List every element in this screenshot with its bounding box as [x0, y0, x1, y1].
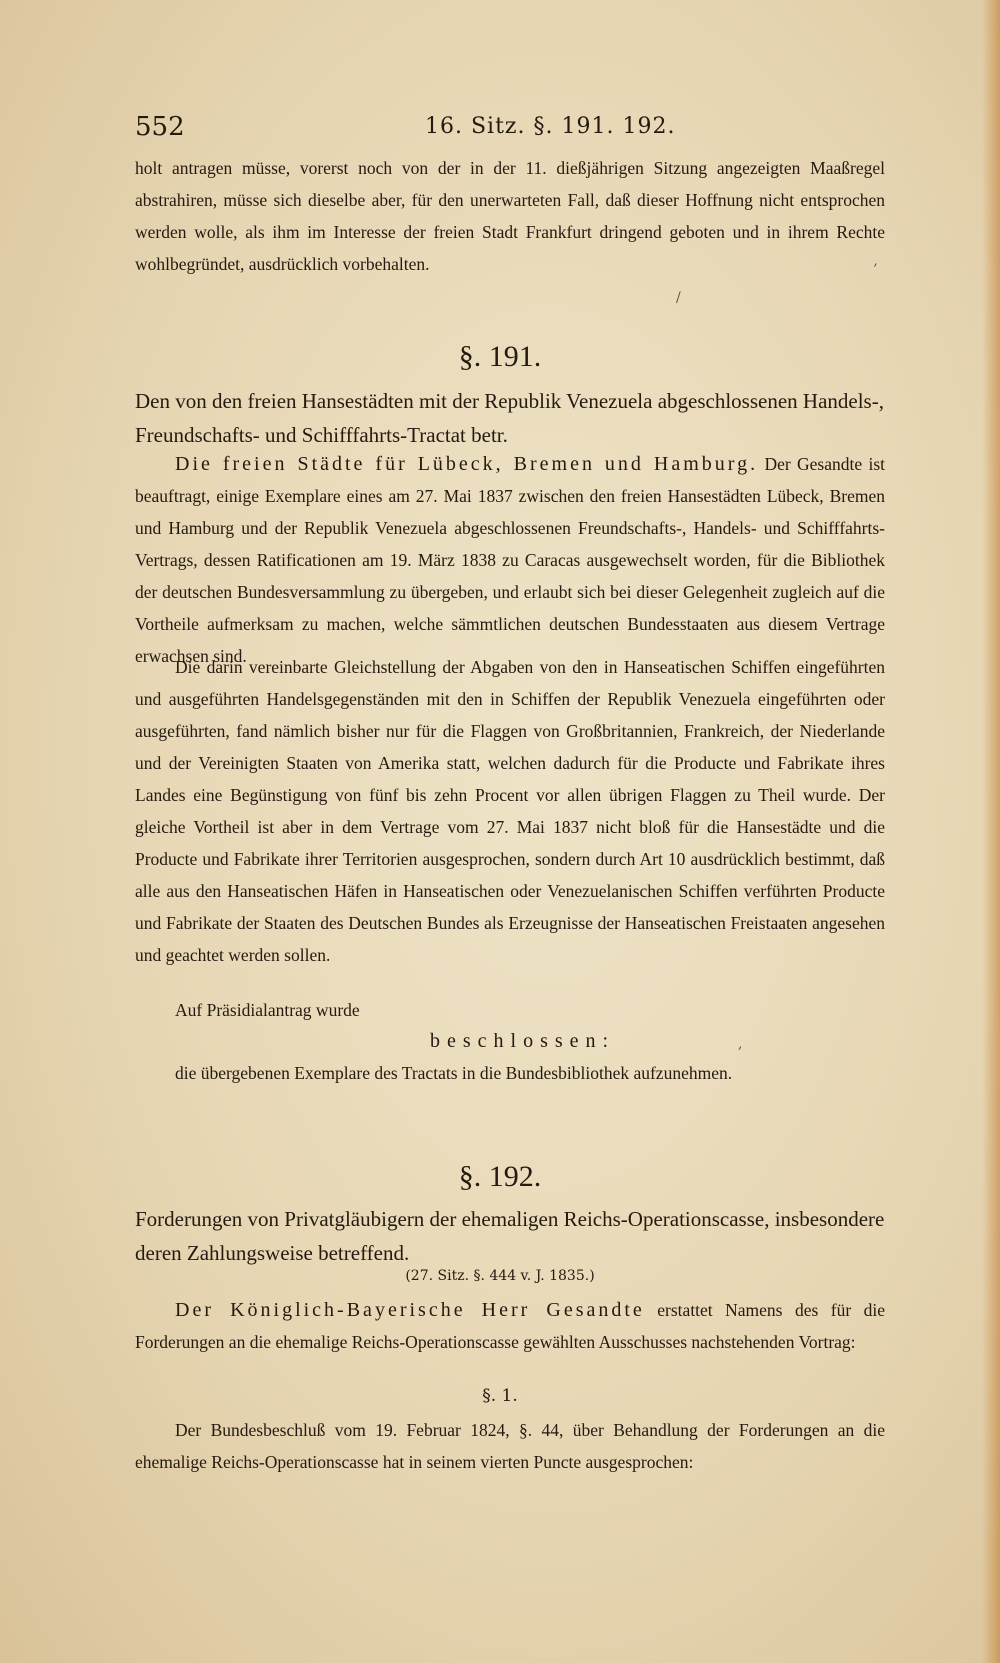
section-192-number: §. 192. — [458, 1160, 542, 1193]
section-191-speaker: Die freien Städte für Lübeck, Bremen und Hamburg. — [175, 453, 759, 475]
page-number: 552 — [135, 112, 185, 142]
section-192-speaker: Der Königlich-Bayerische Herr Gesandte — [175, 1299, 645, 1321]
page-edge-shading — [982, 0, 1000, 1663]
section-191-resolved — [430, 1025, 730, 1057]
section-191-paragraph-2: Die darin vereinbarte Gleichstellung der Abgaben von den in Hanseatischen Schiffen eingeführten und ausgeführten Handelsgegenständen mit den in Schiffen der Republik Venezuela eingeführten oder ausgeführten, fand nämlich bisher nur für die Flaggen von Großbritannien, Frankreich, der Niederlande und der Vereinigten Staaten von Amerika statt, welchen dadurch für die Producte und Fabrikate ihres Landes eine Begünstigung von fünf bis zehn Procent vor allen übrigen Flaggen zu Theil wurde. Der gleiche Vortheil ist aber in dem Vertrage vom 27. Mai 1837 nicht bloß für die Hansestädte und die Producte und Fabrikate ihrer Territorien ausgesprochen, sondern durch Art 10 ausdrücklich bestimmt, daß alle aus den Hanseatischen Häfen in Hanseatischen oder Venezuelanischen Schiffen verführten Producte und Fabrikate der Staaten des Deutschen Bundes als Erzeugnisse der Hanseatischen Freistaaten angesehen und geachtet werden sollen. — [135, 657, 885, 965]
margin-mark: , — [738, 1036, 743, 1052]
margin-mark: ’ — [873, 262, 878, 278]
section-191-number: §. 191. — [458, 340, 542, 373]
section-191-title: Den von den freien Hansestädten mit der Republik Venezuela abgeschlossenen Handels-, Freundschafts- und Schifffahrts-Tractat betr. — [135, 389, 884, 447]
continuation-paragraph: holt antragen müsse, vorerst noch von der in der 11. dießjährigen Sitzung angezeigten Maaßregel abstrahiren, müsse sich dieselbe aber, für den unerwarteten Fall, daß dieser Hoffnung nicht entsprochen werden wolle, als ihm im Interesse der freien Stadt Frankfurt dringend geboten und in ihrem Rechte wohlbegründet, ausdrücklich vorbehalten. — [135, 158, 885, 274]
subsection-number: §. 1. — [482, 1386, 518, 1406]
page-header — [135, 112, 885, 146]
section-192-intro-text: erstattet Namens des für die Forderungen an die ehemalige Reichs-Operationscasse gewählten Ausschusses nachstehenden Vortrag: — [135, 1300, 885, 1352]
resolved-word: beschlossen: — [430, 1030, 616, 1052]
section-191-paragraph-1-text: Der Gesandte ist beauftragt, einige Exemplare eines am 27. Mai 1837 zwischen den freien Hansestädten Lübeck, Bremen und Hamburg und der Republik Venezuela abgeschlossenen Freundschafts-, Handels- und Schifffahrts-Vertrags, dessen Ratificationen am 19. März 1838 zu Caracas ausgewechselt worden, für die Bibliothek der deutschen Bundesversammlung zu übergeben, und erlaubt sich bei dieser Gelegenheit zugleich auf die Vortheile aufmerksam zu machen, welche sämmtlichen deutschen Bundesstaaten aus diesem Vertrage erwachsen sind. — [135, 454, 886, 666]
running-head: 16. Sitz. §. 191. 192. — [425, 114, 676, 139]
section-191-resolution-intro — [175, 994, 825, 1026]
section-192-paragraph-1: Der Bundesbeschluß vom 19. Februar 1824, §. 44, über Behandlung der Forderungen an die ehemalige Reichs-Operationscasse hat in seinem vierten Puncte ausgesprochen: — [135, 1420, 885, 1472]
section-191-resolution: die übergebenen Exemplare des Tractats in die Bundesbibliothek aufzunehmen. — [175, 1063, 733, 1083]
section-191-paragraph-1 — [135, 448, 885, 672]
section-192-intro-paragraph — [135, 1294, 885, 1358]
section-192-title: Forderungen von Privatgläubigern der ehemaligen Reichs-Operationscasse, insbesondere deren Zahlungsweise betreffend. — [135, 1207, 885, 1265]
margin-mark: / — [676, 290, 681, 306]
resolution-intro-text: Auf Präsidialantrag wurde — [175, 1000, 360, 1020]
section-192-reference: (27. Sitz. §. 444 v. J. 1835.) — [405, 1268, 595, 1284]
